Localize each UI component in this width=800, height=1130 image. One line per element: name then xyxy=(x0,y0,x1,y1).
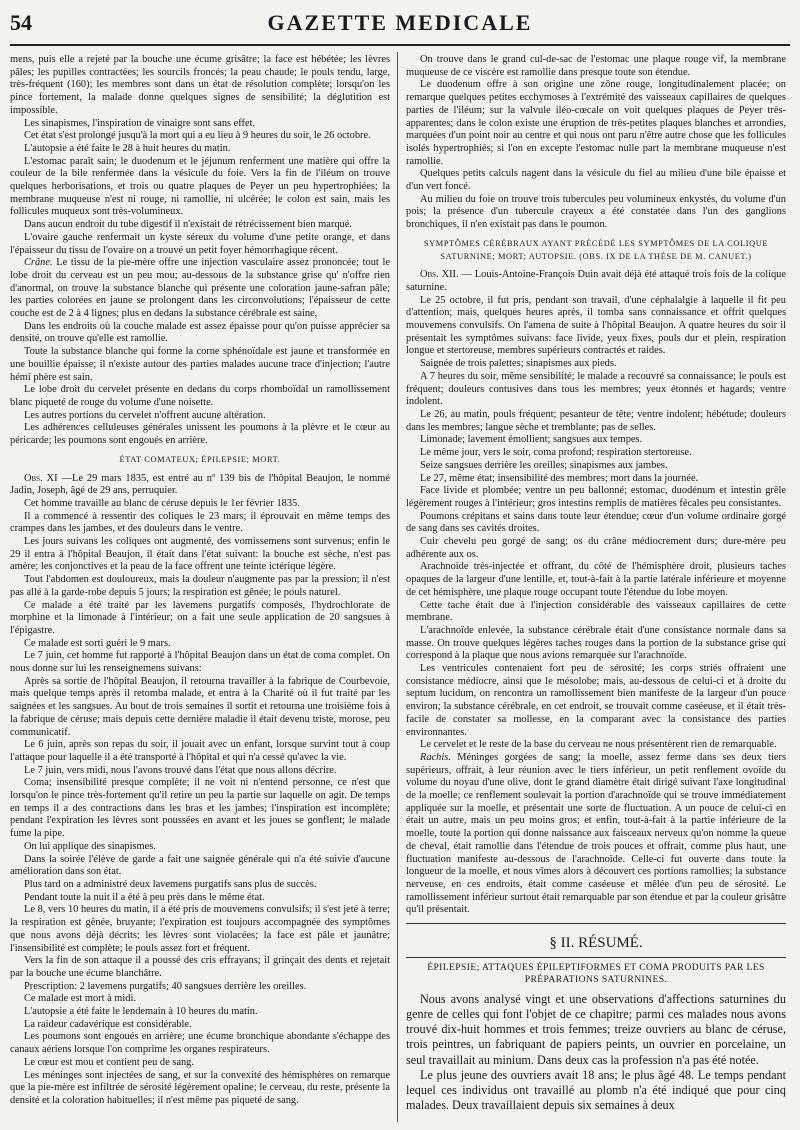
paragraph: Seize sangsues derrière les oreilles; sinapismes aux jambes. xyxy=(420,459,668,471)
paragraph: Les méninges sont injectées de sang, et sur la convexité des hémisphères on remarque que la pie-mère est infiltrée de sérosité légèrement opaline; le cerveau, du reste, présente la densité et la coloration habituelles; il n'est même pas piqueté de sang. xyxy=(10,1069,390,1106)
paragraph: Le 7 juin, vers midi, nous l'avons trouvé dans l'état que nous allons décrire. xyxy=(24,764,337,776)
paragraph-text: Le tissu de la pie-mère offre une injection vasculaire assez prononcée; tout le lobe droit du cerveau est un peu mou; au-dessous de la substance grise qu' n'offre rien d'anormal, on trouve la substance blanche qui présente une coloration jaune-safran pâle; les parties colorées en jaune se prolongent dans les circonvolutions; l'épaisseur de cette couche est de 2 à 4 lignes; plus en dedans la substance cérébrale est saine, xyxy=(10,257,390,320)
crane-label: Crâne. xyxy=(24,257,53,269)
paragraph: Cette tache était due à l'injection considérable des vaisseaux capillaires de cette membrane. xyxy=(406,599,786,624)
paragraph: L'autopsie a été faite le lendemain à 10 heures du matin. xyxy=(24,1006,258,1018)
paragraph: Le 26, au matin, pouls fréquent; pesanteur de tête; ventre indolent; hébétude; douleurs dans les membres; langue sèche et tremblante; pas de selles. xyxy=(406,408,786,433)
paragraph: L'ovaire gauche renfermait un kyste séreux du volume d'une petite orange, et dans l'épaisseur du tissu de l'ovaire on a trouvé un petit foyer hémorrhagique récent. xyxy=(10,231,390,256)
paragraph: Les ventricules contenaient fort peu de sérosité; les corps striés offraient une consistance médiocre, ainsi que le mésolobe; mais, au-dessous de celui-ci et à droite du septum lucidum, on rencontra un ramollissement bien manifeste de la largeur d'un pouce environ; la substance cérébrale, en cet endroit, se trouvait comme caséeuse, et il était très-facile de constater sa mollesse, en la comparant avec la consistance des parties environnantes. xyxy=(406,663,786,738)
paragraph: Vers la fin de son attaque il a poussé des cris effrayans; il grinçait des dents et rejetait par la bouche une écume blanchâtre. xyxy=(10,955,390,979)
paragraph: Coma; insensibilité presque complète; il ne voit ni n'entend personne, ce n'est que lorsqu'on le pince très-fortement qu'il retire un peu la partie sur laquelle on agit. De temps en temps il a des contractions dans les bras et les jambes; l'inspiration est incomplète; pendant l'expiration les lèvres sont poussées en avant et les joues se gonflent; le malade fume la pipe. xyxy=(10,777,390,840)
paragraph: Le plus jeune des ouvriers avait 18 ans; le plus âgé 48. Le temps pendant lequel ces individus ont travaillé au plomb n'a été indiqué que pour cinq malades. Deux travaillaient depuis six semaines à deux xyxy=(406,1067,786,1113)
paragraph: L'autopsie a été faite le 28 à huit heures du matin. xyxy=(24,142,231,154)
paragraph: Nous avons analysé vingt et une observations d'affections saturnines du genre de celles qui font l'objet de ce chapitre; parmi ces malades nous avons trouvé dix-huit hommes et trois femmes; treize ouvriers au blanc de céruse, trois peintres, un fabriquant de papiers peints, un ouvrier en porcelaine, un seul travaillait au minium. Dans deux cas la profession n'a pas été notée. xyxy=(406,991,786,1067)
paragraph xyxy=(406,269,786,294)
paragraph: Le 6 juin, après son repas du soir, il jouait avec un enfant, lorsque survint tout à coup l'attaque pour laquelle il a été transporté à l'hôpital et qui n'a cessé qu'avec la vie. xyxy=(10,739,390,763)
paragraph: Saignée de trois palettes; sinapismes aux pieds. xyxy=(420,358,617,370)
paragraph: Les adhérences celluleuses générales unissent les poumons à la plèvre et le cœur au péricarde; les poumons sont engoués en arrière. xyxy=(10,422,390,447)
paragraph: L'arachnoïde enlevée, la substance cérébrale était d'une consistance normale dans sa masse. On trouve quelques légères taches rouges dans la portion de la substance grise qui correspond à la plaque que nous avions remarquée sur l'arachnoïde. xyxy=(406,624,786,662)
paragraph xyxy=(406,752,786,917)
paragraph: Tout l'abdomen est douloureux, mais la douleur n'augmente pas par la pression; il n'est pas allé à la garde-robe depuis 5 jours; la respiration est gênée; le pouls naturel. xyxy=(10,574,390,598)
paragraph: Le 8, vers 10 heures du matin, il a été pris de mouvemens convulsifs; il s'est jeté à terre; la respiration est gênée, bruyante; l'expiration est toujours accompagnée des symptômes que nous avons déjà décrits; les lèvres sont violacées; la face est pâle et jaunâtre; l'insensibilité est complète; le pouls assez fort et fréquent. xyxy=(10,904,390,954)
column-divider xyxy=(397,52,398,1122)
paragraph: Dans aucun endroit du tube digestif il n'existait de rétrécissement bien marqué. xyxy=(24,219,352,231)
paragraph xyxy=(10,473,390,498)
paragraph: Ce malade est mort à midi. xyxy=(24,993,136,1005)
paragraph: Le 7 juin, cet homme fut rapporté à l'hôpital Beaujon dans un état de coma complet. On nous donne sur lui les renseignemens suivans: xyxy=(10,650,390,675)
left-column xyxy=(10,54,390,1120)
paragraph: Dans la soirée l'élève de garde a fait une saignée générale qui n'a été suivie d'aucune amélioration dans son état. xyxy=(10,853,390,878)
paragraph: Pendant toute la nuit il a été à peu près dans le même état. xyxy=(24,891,265,903)
paragraph: mens, puis elle a rejeté par la bouche une écume grisâtre; la face est hébétée; les lèvres pâles; les pupilles contractées; les sourcils froncés; la peau chaude; le pouls tendu, large, très-fréquent (160); les membres sont dans un état de résolution complète; lorsqu'on les pince fortement, la malade donne quelques signes de sensibilité; la déglutition est impossible. xyxy=(10,54,390,116)
paragraph: Les poumons sont engoués en arrière; une écume bronchique abondante s'échappe des canaux aériens lorsque l'on comprime les organes respirateurs. xyxy=(10,1031,390,1056)
paragraph: Le duodenum offre à son origine une zône rouge, longitudinalement placée; on remarque quelques petites ecchymoses à l'extrémité des vaisseaux capillaires de quelques parties de l'iléum; sur la valvule iléo-cœcale on voit quelques plaques de Peyer très-apparentes; dans le colon existe une éruption de très-petites plaques blanches et arrondies, marquées d'un point noir au centre et qui nous ont paru n'être autre chose que les follicules isolés hypertrophiés; si l'on en excepte l'estomac nulle part la membrane muqueuse n'est ramollie. xyxy=(406,79,786,167)
paragraph: Cet état s'est prolongé jusqu'à la mort qui a eu lieu à 9 heures du soir, le 26 octobre. xyxy=(24,130,371,142)
paragraph: Prescription: 2 lavemens purgatifs; 40 sangsues derrière les oreilles. xyxy=(24,980,307,992)
summary-subheading: ÉPILEPSIE; ATTAQUES ÉPILEPTIFORMES ET COMA PRODUITS PAR LES PRÉPARATIONS SATURNINES. xyxy=(427,961,765,985)
paragraph: Dans les endroits où la couche malade est assez épaisse pour qu'on puisse apprécier sa densité, on trouve qu'elle est ramollie. xyxy=(10,320,390,345)
paragraph: Le 27, même état; insensibilité des membres; mort dans la journée. xyxy=(420,472,699,484)
section-heading: ÉTAT COMATEUX; ÉPILEPSIE; MORT. xyxy=(119,454,281,464)
paragraph: Le cœur est mou et contient peu de sang. xyxy=(24,1056,194,1068)
paragraph: Les autres portions du cervelet n'offrent aucune altération. xyxy=(24,409,266,421)
paragraph: L'estomac paraît sain; le duodenum et le jéjunum renferment une matière qui offre la couleur de la bile renfermée dans la vésicule du foie. Vers la fin de l'iléum on trouve quelques herborisations, et trois ou quatre plaques de Peyer un peu hypertrophiées; la membrane muqueuse n'est ni rouge, ni ramollie, ni ulcérée; le colon est sain, mais les follicules muqueux sont très-volumineux. xyxy=(10,155,390,218)
observation-label: Obs. XI xyxy=(24,472,58,484)
paragraph: Face livide et plombée; ventre un peu ballonné; estomac, duodénum et intestin grêle légèrement rouges à l'intérieur; gros intestins remplis de matières fécales peu consistantes. xyxy=(406,485,786,509)
paragraph: La raideur cadavérique est considérable. xyxy=(24,1018,192,1030)
paragraph: Ce malade a été traité par les lavemens purgatifs composés, l'hydrochlorate de morphine et la limonade à l'intérieur; on a fait une seule application de 20 sangsues à l'épigastre. xyxy=(10,599,390,636)
right-column xyxy=(406,54,786,1120)
paragraph: Les sinapismes, l'inspiration de vinaigre sont sans effet. xyxy=(24,117,256,129)
page-header xyxy=(10,8,790,48)
section-heading: SYMPTÔMES CÉRÉBRAUX AYANT PRÉCÉDÉ LES SYMPTÔMES DE LA COLIQUE SATURNINE; MORT; AUTOPSIE. (OBS. IX DE LA THÈSE DE M. CANUET.) xyxy=(423,238,769,261)
paragraph: Le 25 octobre, il fut pris, pendant son travail, d'une céphalalgie à laquelle il fit peu d'attention; mais, quelques heures après, il tomba sans connaissance et offrit quelques mouvemens convulsifs. On l'amena de suite à l'hôpital Beaujon. A quatre heures du soir il présentait les symptômes suivans: face livide, yeux fixes, pouls dur et plein, respiration longue et stertoreuse, membres supérieurs contractés et raides. xyxy=(406,294,786,357)
observation-label: Obs. XII. xyxy=(420,269,459,281)
header-rule xyxy=(10,44,790,46)
paragraph: Les jours suivans les coliques ont augmenté, des vomissemens sont survenus; enfin le 29 il entra à l'hôpital Beaujon, il était dans l'état suivant: la bouche est sèche, n'est pas amère; les conjonctives et la peau de la face offrent une teinte ictérique légère. xyxy=(10,536,390,573)
paragraph: Le cervelet et le reste de la base du cerveau ne nous présentèrent rien de remarquable. xyxy=(420,739,777,751)
summary-heading: § II. RÉSUMÉ. xyxy=(549,935,643,952)
paragraph: On trouve dans le grand cul-de-sac de l'estomac une plaque rouge vif, la membrane muqueuse de ce viscère est ramollie dans presque toute son étendue. xyxy=(406,54,786,78)
rachis-label: Rachis. xyxy=(420,751,451,763)
paragraph: Quelques petits calculs nagent dans la vésicule du fiel au milieu d'une bile épaisse et d'un vert foncé. xyxy=(406,168,786,193)
paragraph: Cet homme travaille au blanc de céruse depuis le 1er février 1835. xyxy=(24,497,300,509)
paragraph: Cuir chevelu peu gorgé de sang; os du crâne médiocrement durs; dure-mère peu adhérente aux os. xyxy=(406,536,786,560)
paragraph: Le lobe droit du cervelet présente en dedans du corps rhomboïdal un ramollissement blanc piqueté de rouge du volume d'une noisette. xyxy=(10,384,390,408)
paragraph: Au milieu du foie on trouve trois tubercules peu volumineux enkystés, du volume d'un pois; la présence d'un tubercule crayeux a été constatée dans l'un des ganglions bronchiques, il n'en existait pas dans le poumon. xyxy=(406,193,786,231)
paragraph: Plus tard on a administré deux lavemens purgatifs sans plus de succès. xyxy=(24,879,317,890)
paragraph: Ce malade est sorti guéri le 9 mars. xyxy=(24,637,171,649)
journal-title: GAZETTE MEDICALE xyxy=(267,10,533,35)
paragraph: On lui applique des sinapismes. xyxy=(24,840,156,852)
page-number: 54 xyxy=(10,10,32,35)
paragraph: Toute la substance blanche qui forme la corne sphénoïdale est jaune et transformée en une bouillie épaisse; il n'existe autour des parties malades aucune trace d'injection; l'autre hémi phère est sain. xyxy=(10,346,390,383)
summary-heading-box xyxy=(406,923,786,958)
paragraph: Poumons crépitans et sains dans toute leur étendue; cœur d'un volume ordinaire gorgé de sang dans ses cavités droites. xyxy=(406,510,786,535)
paragraph: A 7 heures du soir, même sensibilité; le malade a recouvré sa connaissance; le pouls est fréquent; douleurs contusives dans tous les membres; yeux étonnés et hagards; ventre indolent. xyxy=(406,370,786,408)
paragraph: Limonade; lavement émollient; sangsues aux tempes. xyxy=(420,434,643,446)
paragraph: Arachnoïde très-injectée et offrant, du côté de l'hémisphère droit, plusieurs taches opaques de la largeur d'une lentille, et, tout-à-fait à la partie latérale inférieure et moyenne de cet hémisphère, une plaque rouge occupant toute l'étendue du lobe moyen. xyxy=(406,561,786,598)
paragraph: Le même jour, vers le soir, coma profond; respiration stertoreuse. xyxy=(420,447,692,459)
paragraph-text: —Le 29 mars 1835, est entré au nº 139 bis de l'hôpital Beaujon, le nommé Jadin, Joseph, âgé de 29 ans, perruquier. xyxy=(10,472,390,497)
paragraph-text: — Louis-Antoine-François Duin avait déjà été attaqué trois fois de la colique saturnine. xyxy=(406,269,786,293)
summary-body xyxy=(406,992,786,1114)
paragraph: Après sa sortie de l'hôpital Beaujon, il retourna travailler à la fabrique de Courbevoie, mais quelque temps après il retomba malade, et entra à la Charité où il fut traité par les saignées et les sangsues. Au bout de trois semaines il sortit et retourna une troisième fois à la fabrique de céruse; mais depuis cette dernière maladie il était devenu triste, morose, peu communicatif. xyxy=(10,675,390,738)
paragraph xyxy=(10,257,390,321)
paragraph: Il a commencé à ressentir des coliques le 23 mars; il éprouvait en même temps des crampes dans les jambes, et des douleurs dans le ventre. xyxy=(10,510,390,535)
paragraph-text: Méninges gorgées de sang; la moelle, assez ferme dans ses deux tiers supérieurs, offrait, à leur réunion avec le tiers inférieur, un petit renflement ovoïde du volume du noyau d'une olive, dont le grand diamètre était dirigé suivant l'axe longitudinal de la moelle; ce renflement soulevait la portion d'arachnoïde qui se trouve immédiatement appliquée sur la moelle, et présentait une sorte de fluctuation. A un pouce de celui-ci en était un autre, mais un peu moins gros; et enfin, tout-à-fait à la partie inférieure de la moelle, toute la portion qui donne naissance aux faisceaux nerveux qu'on nomme la queue de cheval, était ramollie dans l'étendue de trois pouces et offrait, comme plus haut, une fluctuation manifeste au-dessous de l'arachnoïde. Celle-ci fut ouverte dans toute la longueur de la moelle, et nous vîmes alors à découvert ces portions ramollies; la substance nerveuse, en ces endroits, était comme caséeuse et mêlée d'un peu de sérosité. Le ramollissement inférieur surtout était remarquable par son étendue et par la couleur grisâtre qu'il présentait. xyxy=(406,751,786,916)
